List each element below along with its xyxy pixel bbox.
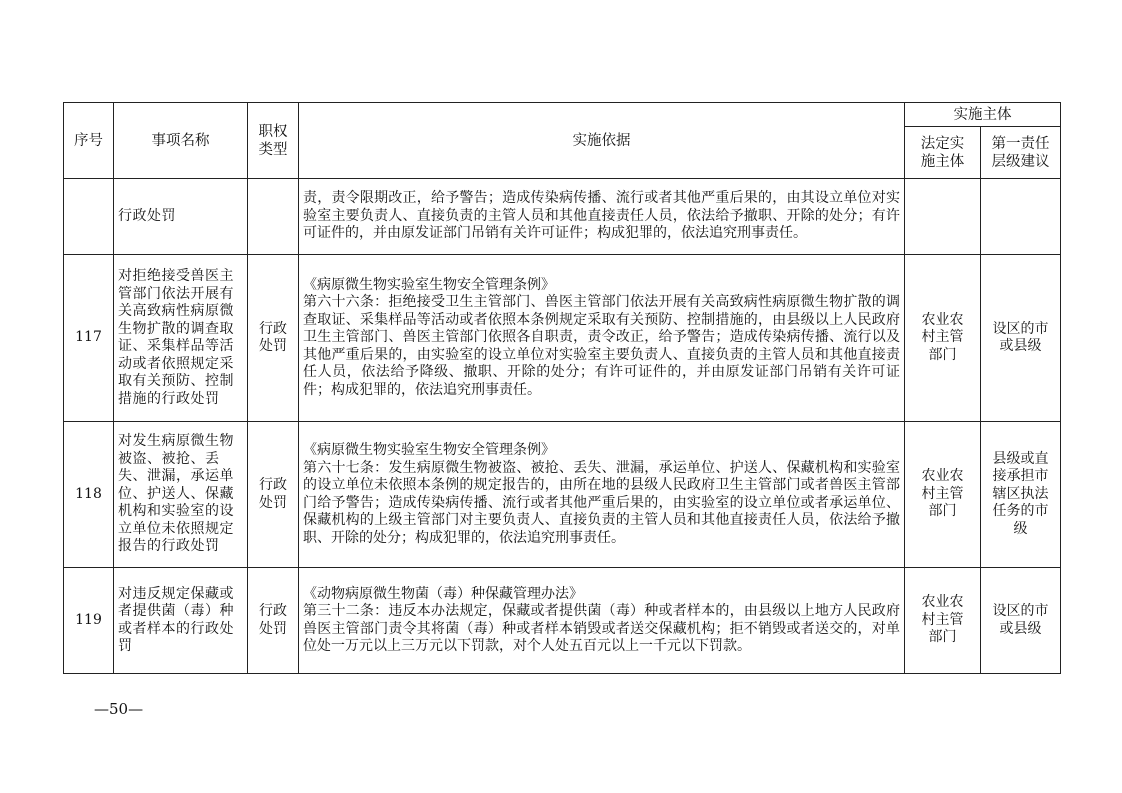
cell-first-level: 县级或直接承担市辖区执法任务的市级 <box>981 422 1061 568</box>
basis-text: 第六十六条：拒绝接受卫生主管部门、兽医主管部门依法开展有关高致病性病原微生物扩散的调查取证、采集样品等活动或者依照本条例规定采取有关预防、控制措施的，由县级以上人民政府卫生主管部门、兽医主管部门依照各自职责，责令改正，给予警告；造成传染病传播、流行以及其他严重后果的，由实验室的设立单位对实验室主要负责人、直接负责的主管人员和其他直接责任人员，依法给予降级、撤职、开除的处分；有许可证件的，并由原发证部门吊销有关许可证件；构成犯罪的，依法追究刑事责任。 <box>303 294 900 398</box>
cell-first-level: 设区的市或县级 <box>981 255 1061 422</box>
header-first-level: 第一责任层级建议 <box>981 127 1061 179</box>
table-row <box>64 179 1061 255</box>
header-seq: 序号 <box>64 103 114 179</box>
table-row <box>64 568 1061 674</box>
cell-legal-subject: 农业农村主管部门 <box>905 422 981 568</box>
cell-item-name: 对发生病原微生物被盗、被抢、丢失、泄漏，承运单位、护送人、保藏机构和实验室的设立单位未依照规定报告的行政处罚 <box>114 422 248 568</box>
header-power-type: 职权类型 <box>248 103 299 179</box>
cell-legal-subject: 农业农村主管部门 <box>905 568 981 674</box>
basis-text: 第六十七条：发生病原微生物被盗、被抢、丢失、泄漏，承运单位、护送人、保藏机构和实验室的设立单位未依照本条例的规定报告的，由所在地的县级人民政府卫生主管部门或者兽医主管部门给予警告；造成传染病传播、流行或者其他严重后果的，由实验室的设立单位或者承运单位、保藏机构的上级主管部门对主要负责人、直接负责的主管人员和其他直接责任人员，依法给予撤职、开除的处分；构成犯罪的，依法追究刑事责任。 <box>303 459 900 546</box>
cell-basis <box>299 422 905 568</box>
basis-title: 《动物病原微生物菌（毒）种保藏管理办法》 <box>303 585 583 602</box>
cell-seq: 117 <box>64 255 114 422</box>
cell-power-type: 行政处罚 <box>248 422 299 568</box>
page-number: —50— <box>94 700 144 718</box>
cell-power-type: 行政处罚 <box>248 255 299 422</box>
cell-first-level <box>981 179 1061 255</box>
table-row <box>64 255 1061 422</box>
cell-seq: 118 <box>64 422 114 568</box>
cell-seq <box>64 179 114 255</box>
basis-text: 第三十二条：违反本办法规定，保藏或者提供菌（毒）种或者样本的，由县级以上地方人民政府兽医主管部门责令其将菌（毒）种或者样本销毁或者送交保藏机构；拒不销毁或者送交的，对单位处一万元以上三万元以下罚款，对个人处五百元以上一千元以下罚款。 <box>303 603 900 654</box>
cell-legal-subject: 农业农村主管部门 <box>905 255 981 422</box>
cell-seq: 119 <box>64 568 114 674</box>
cell-basis <box>299 568 905 674</box>
header-basis: 实施依据 <box>299 103 905 179</box>
header-subject-group: 实施主体 <box>905 103 1061 127</box>
cell-first-level: 设区的市或县级 <box>981 568 1061 674</box>
header-legal-subject: 法定实施主体 <box>905 127 981 179</box>
table-row <box>64 422 1061 568</box>
enforcement-table <box>63 102 1061 674</box>
cell-basis <box>299 255 905 422</box>
cell-power-type <box>248 179 299 255</box>
header-row-1 <box>64 103 1061 127</box>
basis-title: 《病原微生物实验室生物安全管理条例》 <box>303 276 555 293</box>
cell-item-name: 对拒绝接受兽医主管部门依法开展有关高致病性病原微生物扩散的调查取证、采集样品等活动或者依照规定采取有关预防、控制措施的行政处罚 <box>114 255 248 422</box>
cell-legal-subject <box>905 179 981 255</box>
cell-basis: 责，责令限期改正，给予警告；造成传染病传播、流行或者其他严重后果的，由其设立单位对实验室主要负责人、直接负责的主管人员和其他直接责任人员，依法给予撤职、开除的处分；有许可证件的，并由原发证部门吊销有关许可证件；构成犯罪的，依法追究刑事责任。 <box>299 179 905 255</box>
header-item-name: 事项名称 <box>114 103 248 179</box>
basis-title: 《病原微生物实验室生物安全管理条例》 <box>303 442 555 458</box>
cell-item-name: 行政处罚 <box>114 179 248 255</box>
cell-item-name: 对违反规定保藏或者提供菌（毒）种或者样本的行政处罚 <box>114 568 248 674</box>
cell-power-type: 行政处罚 <box>248 568 299 674</box>
